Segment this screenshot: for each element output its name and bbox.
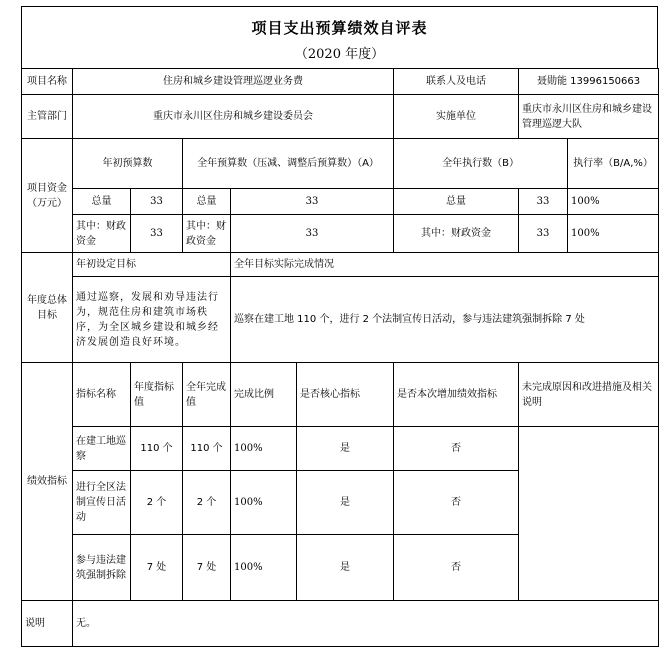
form-title: 项目支出预算绩效自评表 <box>251 19 428 37</box>
funds-header-initial: 年初预算数 <box>73 139 183 189</box>
impl-value: 重庆市永川区住房和城乡建设管理巡逻大队 <box>519 95 659 139</box>
goals-initial-text: 通过巡察，发展和劝导违法行为，规范住房和建筑市场秩序，为全区城乡建设和城乡经济发展创造良好环境。 <box>73 277 231 363</box>
evaluation-form <box>21 6 658 656</box>
funds-header-full-year: 全年预算数（压减、调整后预算数）（A） <box>183 139 394 189</box>
indicator-ratio: 100% <box>231 427 297 471</box>
fiscal-rate-value: 100% <box>568 215 659 253</box>
note-label: 说明 <box>22 601 73 647</box>
indicator-header-core: 是否核心指标 <box>297 363 394 427</box>
total-initial-value: 33 <box>131 189 183 215</box>
funds-header-executed: 全年执行数（B） <box>394 139 568 189</box>
project-name-value: 住房和城乡建设管理巡逻业务费 <box>73 69 394 95</box>
indicator-completed: 2 个 <box>183 471 231 535</box>
title-block <box>21 6 658 68</box>
total-label-exec: 总量 <box>394 189 519 215</box>
goals-header-initial: 年初设定目标 <box>73 253 231 277</box>
indicator-header-added: 是否本次增加绩效指标 <box>394 363 519 427</box>
dept-value: 重庆市永川区住房和城乡建设委员会 <box>73 95 394 139</box>
total-rate-value: 100% <box>568 189 659 215</box>
funds-section-label: 项目资金（万元） <box>22 139 73 253</box>
indicator-ratio: 100% <box>231 535 297 601</box>
indicator-header-completed: 全年完成值 <box>183 363 231 427</box>
evaluation-table <box>21 68 659 647</box>
note-value: 无。 <box>73 601 659 647</box>
indicator-ratio: 100% <box>231 471 297 535</box>
fiscal-exec-value: 33 <box>519 215 568 253</box>
fiscal-label-exec: 其中：财政资金 <box>394 215 519 253</box>
indicator-name: 进行全区法制宣传日活动 <box>73 471 131 535</box>
indicator-added: 否 <box>394 535 519 601</box>
indicator-reason-cell <box>519 427 659 601</box>
total-label-initial: 总量 <box>73 189 131 215</box>
indicators-section-label: 绩效指标 <box>22 363 73 601</box>
fiscal-label-initial: 其中：财政资金 <box>73 215 131 253</box>
impl-label: 实施单位 <box>394 95 519 139</box>
total-label-full: 总量 <box>183 189 231 215</box>
fiscal-label-full: 其中：财政资金 <box>183 215 231 253</box>
contact-label: 联系人及电话 <box>394 69 519 95</box>
goals-actual-text: 巡察在建工地 110 个，进行 2 个法制宣传日活动，参与违法建筑强制拆除 7 处 <box>231 277 659 363</box>
table-row <box>22 427 659 471</box>
indicator-target: 110 个 <box>131 427 183 471</box>
indicator-name: 在建工地巡察 <box>73 427 131 471</box>
fiscal-initial-value: 33 <box>131 215 183 253</box>
indicator-added: 否 <box>394 471 519 535</box>
indicator-header-target: 年度指标值 <box>131 363 183 427</box>
indicator-target: 7 处 <box>131 535 183 601</box>
indicator-header-reason: 未完成原因和改进措施及相关说明 <box>519 363 659 427</box>
goals-section-label: 年度总体目标 <box>22 253 73 363</box>
indicator-name: 参与违法建筑强制拆除 <box>73 535 131 601</box>
total-full-value: 33 <box>231 189 394 215</box>
indicator-header-name: 指标名称 <box>73 363 131 427</box>
indicator-added: 否 <box>394 427 519 471</box>
indicator-core: 是 <box>297 535 394 601</box>
total-exec-value: 33 <box>519 189 568 215</box>
indicator-target: 2 个 <box>131 471 183 535</box>
fiscal-full-value: 33 <box>231 215 394 253</box>
indicator-completed: 7 处 <box>183 535 231 601</box>
dept-label: 主管部门 <box>22 95 73 139</box>
goals-header-actual: 全年目标实际完成情况 <box>231 253 659 277</box>
contact-value: 聂勋能 13996150663 <box>519 69 659 95</box>
indicator-core: 是 <box>297 427 394 471</box>
funds-header-rate: 执行率（B/A,%） <box>568 139 659 189</box>
form-year: （2020 年度） <box>294 47 385 62</box>
indicator-completed: 110 个 <box>183 427 231 471</box>
project-name-label: 项目名称 <box>22 69 73 95</box>
indicator-header-ratio: 完成比例 <box>231 363 297 427</box>
indicator-core: 是 <box>297 471 394 535</box>
